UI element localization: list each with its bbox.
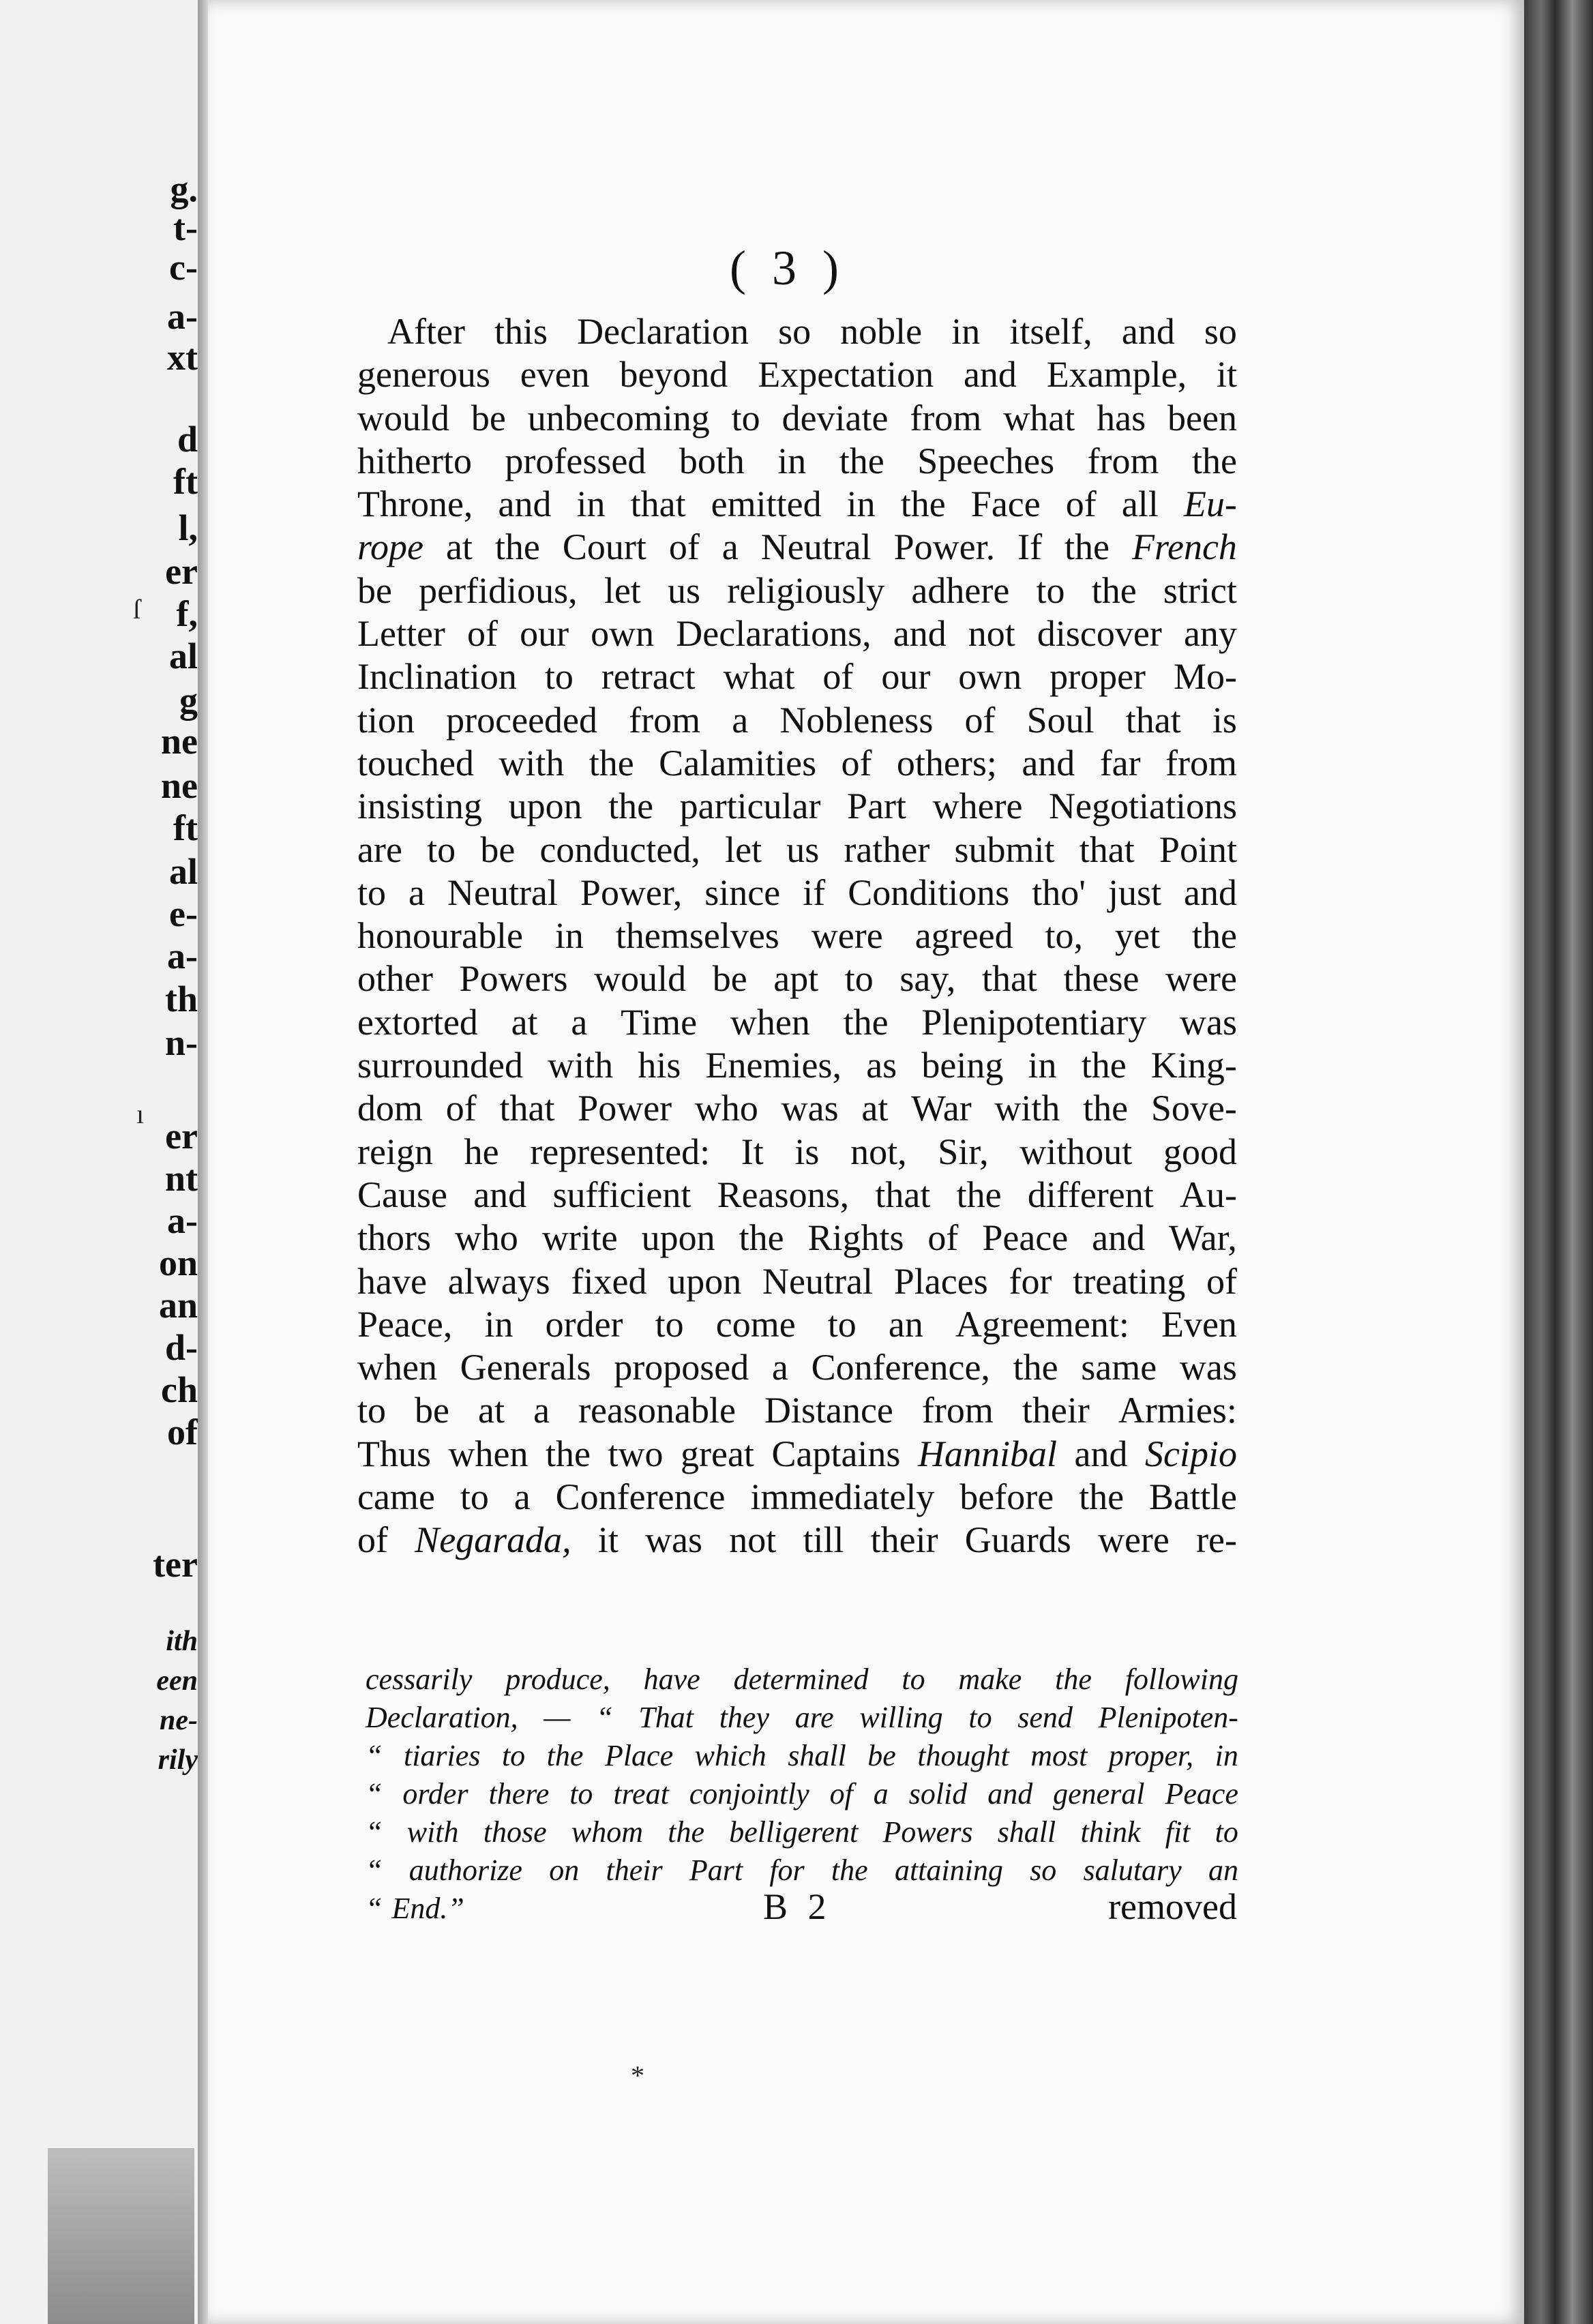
footnote-line: Declaration, — “ That they are willing to send Plenipoten-: [366, 1701, 1238, 1734]
text-line: reign he represented: It is not, Sir, without good: [357, 1131, 1237, 1172]
footnote-line: cessarily produce, have determined to make the following: [366, 1663, 1238, 1696]
facing-page-fragment: g: [179, 680, 198, 721]
facing-page-fragment: an: [158, 1285, 198, 1326]
facing-page-fragment: ter: [153, 1544, 198, 1585]
text-line: Letter of our own Declarations, and not discover any: [357, 613, 1237, 655]
facing-page-fragment: g.: [170, 168, 198, 209]
facing-page-fragment: ft: [173, 461, 198, 502]
facing-page-fragment: a-: [167, 936, 198, 977]
facing-page-fragment: nt: [164, 1158, 198, 1199]
text-line: After this Declaration so noble in itself, and so: [387, 311, 1237, 352]
footnote-line: “ with those whom the belligerent Powers shall think fit to: [366, 1815, 1238, 1849]
text-line: rope at the Court of a Neutral Power. If the French: [357, 526, 1237, 568]
facing-page-fragment: al: [168, 851, 198, 892]
margin-mark: ſ: [133, 594, 141, 625]
text-line: are to be conducted, let us rather submit that Point: [357, 829, 1237, 870]
facing-page-footnote-fragment: ne-: [160, 1705, 198, 1736]
facing-page-fragment: of: [167, 1412, 198, 1452]
facing-page-footnote-fragment: een: [156, 1665, 198, 1697]
facing-page-fragment: er: [165, 1116, 198, 1157]
facing-page-strip: [0, 0, 205, 2324]
text-line: of Negarada, it was not till their Guards were re-: [357, 1519, 1237, 1561]
text-line: honourable in themselves were agreed to, yet the: [357, 915, 1237, 957]
text-line: Peace, in order to come to an Agreement: Even: [357, 1303, 1237, 1345]
facing-page-fragment: l,: [178, 507, 198, 548]
text-line: Inclination to retract what of our own proper Mo-: [357, 656, 1237, 698]
text-line: Thus when the two great Captains Hannibal and Scipio: [357, 1433, 1237, 1474]
page-edge: [1524, 0, 1593, 2324]
text-line: touched with the Calamities of others; and far from: [357, 742, 1237, 784]
text-line: hitherto professed both in the Speeches from the: [357, 440, 1237, 481]
text-line: generous even beyond Expectation and Example, it: [357, 354, 1237, 396]
text-line: when Generals proposed a Conference, the same was: [357, 1347, 1237, 1388]
facing-page-fragment: ch: [161, 1369, 198, 1410]
facing-page-footnote-fragment: rily: [158, 1744, 198, 1776]
text-line: Cause and sufficient Reasons, that the different Au-: [357, 1174, 1237, 1215]
facing-page-fragment: ne: [161, 721, 198, 762]
text-line: dom of that Power who was at War with the Sove-: [357, 1088, 1237, 1129]
facing-page-fragment: al: [168, 636, 198, 676]
footnote-line: “ tiaries to the Place which shall be thought most proper, in: [366, 1739, 1238, 1772]
facing-page-fragment: ft: [173, 807, 198, 848]
facing-page-fragment: th: [164, 979, 198, 1019]
footnote: [366, 1660, 1238, 1928]
text-line: other Powers would be apt to say, that these were: [357, 958, 1237, 1000]
facing-page-fragment: on: [158, 1242, 198, 1283]
text-line: Throne, and in that emitted in the Face of all Eu-: [357, 483, 1237, 525]
text-line: be perfidious, let us religiously adhere to the strict: [357, 569, 1237, 611]
footnote-line: “ End.”: [366, 1892, 464, 1925]
page-number: ( 3 ): [730, 241, 846, 295]
footnote-line: “ order there to treat conjointly of a solid and general Peace: [366, 1777, 1238, 1811]
facing-page-fragment: a-: [167, 296, 198, 337]
text-line: tion proceeded from a Nobleness of Soul that is: [357, 699, 1237, 741]
text-line: to be at a reasonable Distance from their Armies:: [357, 1390, 1237, 1431]
facing-page-fragment: d-: [164, 1327, 198, 1368]
facing-page-fragment: d: [177, 419, 198, 460]
text-line: to a Neutral Power, since if Conditions tho' just and: [357, 872, 1237, 913]
facing-page-fragment: a-: [167, 1200, 198, 1241]
text-line: extorted at a Time when the Plenipotentiary was: [357, 1001, 1237, 1043]
text-line: insisting upon the particular Part where Negotiations: [357, 786, 1237, 827]
page-stain: [48, 2148, 194, 2324]
facing-page-fragment: t-: [173, 207, 198, 248]
margin-mark: ı: [136, 1099, 145, 1129]
text-line: came to a Conference immediately before the Battle: [357, 1476, 1237, 1518]
facing-page-fragment: xt: [167, 337, 198, 378]
text-line: have always fixed upon Neutral Places for treating of: [357, 1260, 1237, 1302]
text-line: surrounded with his Enemies, as being in the King-: [357, 1045, 1237, 1086]
text-line: would be unbecoming to deviate from what has been: [357, 397, 1237, 438]
facing-page-fragment: ne: [161, 765, 198, 806]
footnote-line: “ authorize on their Part for the attaining so salutary an: [366, 1853, 1238, 1887]
catchword: removed: [1108, 1886, 1237, 1927]
facing-page-fragment: e-: [169, 893, 198, 934]
facing-page-fragment: n-: [164, 1022, 198, 1063]
signature-mark: B 2: [763, 1886, 832, 1927]
margin-mark: *: [631, 2060, 644, 2091]
facing-page-footnote-fragment: ith: [166, 1626, 198, 1657]
facing-page-fragment: c-: [169, 247, 198, 288]
text-line: thors who write upon the Rights of Peace and War,: [357, 1217, 1237, 1259]
facing-page-fragment: f,: [176, 593, 198, 634]
facing-page-fragment: er: [165, 551, 198, 592]
